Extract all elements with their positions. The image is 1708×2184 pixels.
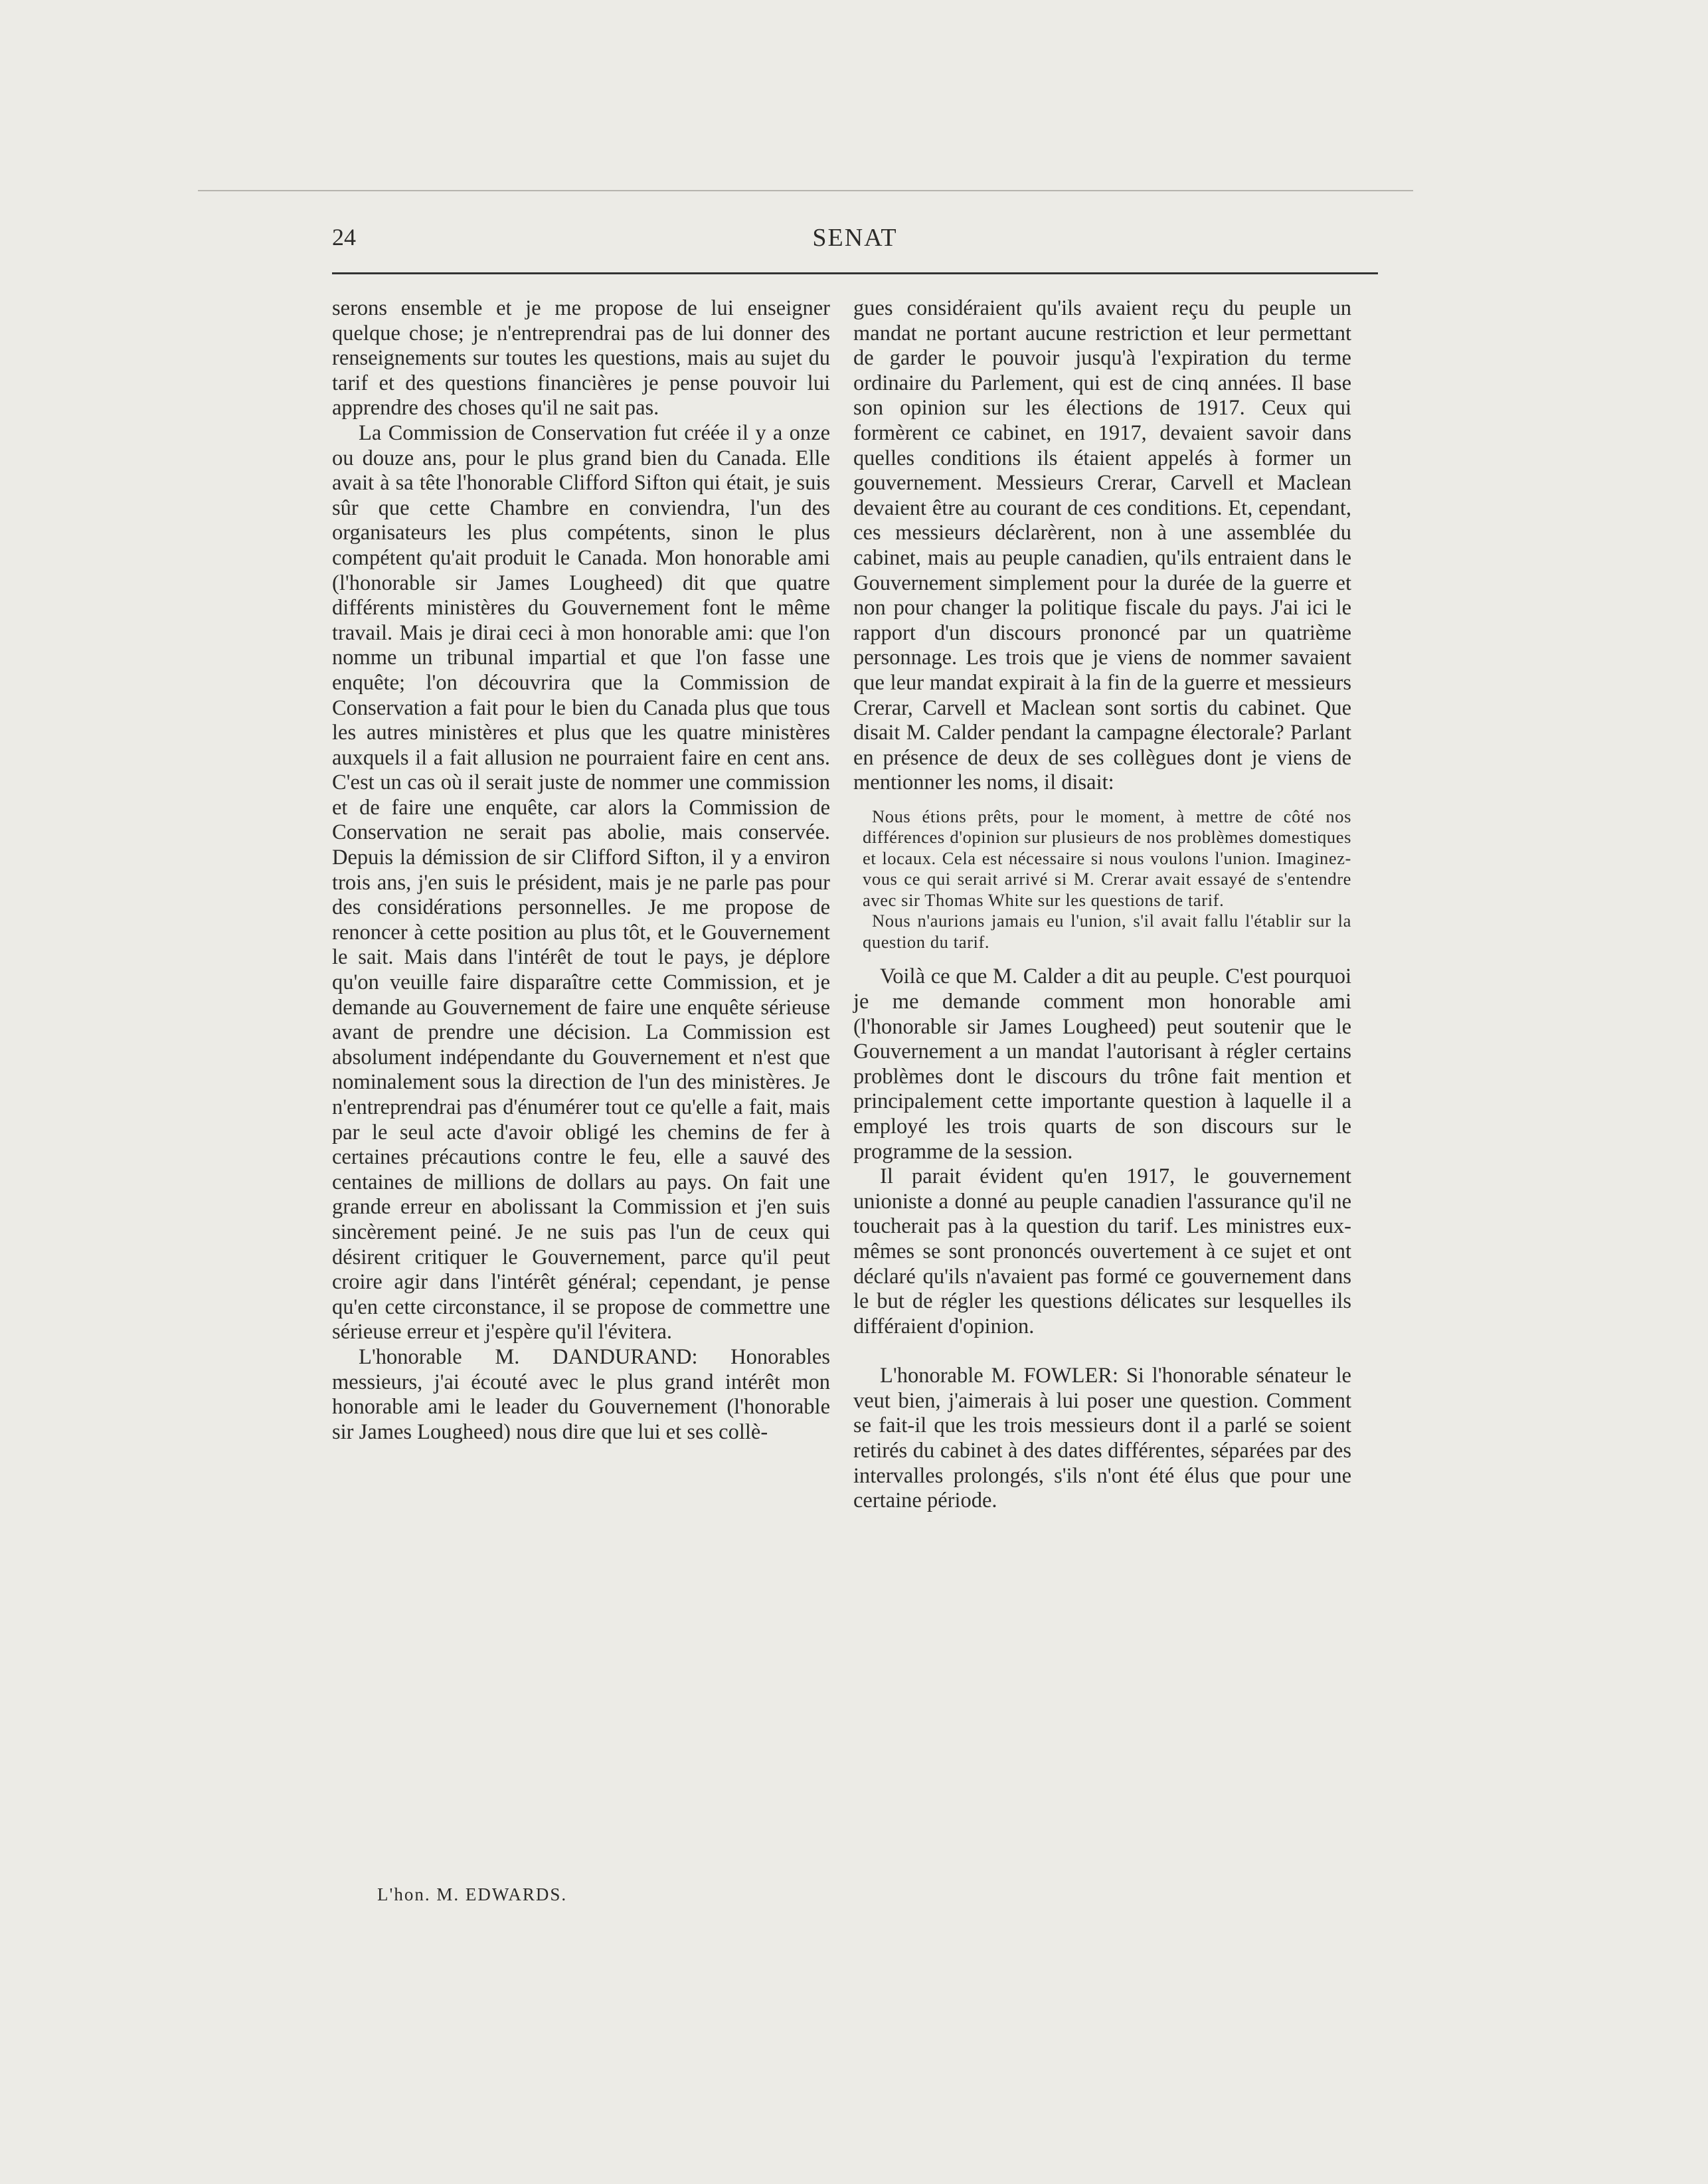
right-paragraph-4: L'honorable M. FOWLER: Si l'honorable sénateur le veut bien, j'aimerais à lui poser une question. Comment se fait-il que les trois messieurs dont il a parlé se soient retirés du cabinet à des dates différentes, séparées par des intervalles prolongés, s'ils n'ont été élus que pour une certaine période.: [853, 1364, 1351, 1513]
block-quote: [863, 806, 1351, 953]
right-paragraph-1: gues considéraient qu'ils avaient reçu du peuple un mandat ne portant aucune restriction et leur permettant de garder le pouvoir jusqu'à l'expiration du terme ordinaire du Parlement, qui est de cinq années. Il base son opinion sur les élections de 1917. Ceux qui formèrent ce cabinet, en 1917, devaient savoir dans quelles conditions ils étaient appelés à former un gouvernement. Messieurs Crerar, Carvell et Maclean devaient être au courant de ces conditions. Et, cependant, ces messieurs déclarèrent, non à une assemblée du cabinet, mais au peuple canadien, qu'ils entraient dans le Gouvernement simplement pour la durée de la guerre et non pour changer la politique fiscale du pays. J'ai ici le rapport d'un discours prononcé par un quatrième personnage. Les trois que je viens de nommer savaient que leur mandat expirait à la fin de la guerre et messieurs Crerar, Carvell et Maclean sont sortis du cabinet. Que disait M. Calder pendant la campagne électorale? Parlant en présence de deux de ses collègues dont je viens de mentionner les noms, il disait:: [853, 296, 1351, 795]
left-paragraph-2: La Commission de Conservation fut créée il y a onze ou douze ans, pour le plus grand bien du Canada. Elle avait à sa tête l'honorable Clifford Sifton qui était, je suis sûr que cette Chambre en conviendra, l'un des organisateurs les plus compétents, sinon le plus compétent qu'ait produit le Canada. Mon honorable ami (l'honorable sir James Lougheed) dit que quatre différents ministères du Gouvernement font le même travail. Mais je dirai ceci à mon honorable ami: que l'on nomme un tribunal impartial et que l'on fasse une enquête; l'on découvrira que la Commission de Conservation a fait pour le bien du Canada plus que tous les autres ministères et plus que les quatre ministères auxquels il a fait allusion ne pourraient faire en cent ans. C'est un cas où il serait juste de nommer une commission et de faire une enquête, car alors la Commission de Conservation ne serait pas abolie, mais conservée. Depuis la démission de sir Clifford Sifton, il y a environ trois ans, j'en suis le président, mais je ne parle pas pour des considérations personnelles. Je me propose de renoncer à cette position au plus tôt, et le Gouvernement le sait. Mais dans l'intérêt de tout le pays, je déplore qu'on veuille faire disparaître cette Commission, et je demande au Gouvernement de faire une enquête sérieuse avant de prendre une décision. La Commission est absolument indépendante du Gouvernement et n'est que nominalement sous la direction de l'un des ministères. Je n'entreprendrai pas d'énumérer tout ce qu'elle a fait, mais par le seul acte d'avoir obligé les chemins de fer à certaines précautions contre le feu, elle a sauvé des centaines de millions de dollars au pays. On fait une grande erreur en abolissant la Commission et j'en suis sincèrement peiné. Je ne suis pas l'un de ceux qui désirent critiquer le Gouvernement, parce qu'il peut croire agir dans l'intérêt général; cependant, je pense qu'en cette circonstance, il se propose de commettre une sérieuse erreur et j'espère qu'il l'évitera.: [332, 420, 830, 1344]
left-paragraph-1: serons ensemble et je me propose de lui enseigner quelque chose; je n'entreprendrai pas de lui donner des renseignements sur toutes les questions, mais au sujet du tarif et des questions financières je pense pouvoir lui apprendre des choses qu'il ne sait pas.: [332, 296, 830, 420]
page-header: [332, 223, 1378, 263]
right-paragraph-2: Voilà ce que M. Calder a dit au peuple. C'est pourquoi je me demande comment mon honorable ami (l'honorable sir James Lougheed) peut soutenir que le Gouvernement a un mandat l'autorisant à régler certains problèmes dont le discours du trône fait mention et principalement cette importante question à laquelle il a employé les trois quarts de son discours sur le programme de la session.: [853, 964, 1351, 1164]
top-rule: [198, 190, 1413, 191]
right-column: [853, 296, 1351, 1514]
quote-paragraph-2: Nous n'aurions jamais eu l'union, s'il avait fallu l'établir sur la question du tarif.: [863, 911, 1351, 952]
speaker-footer-note: L'hon. M. EDWARDS.: [377, 1884, 568, 1904]
quote-paragraph-1: Nous étions prêts, pour le moment, à mettre de côté nos différences d'opinion sur plusieurs de nos problèmes domestiques et locaux. Cela est nécessaire si nous voulons l'union. Imaginez-vous ce qui serait arrivé si M. Crerar avait essayé de s'entendre avec sir Thomas White sur les questions de tarif.: [863, 806, 1351, 910]
header-rule: [332, 272, 1378, 274]
left-column: [332, 296, 830, 1445]
right-paragraph-3: Il parait évident qu'en 1917, le gouvernement unioniste a donné au peuple canadien l'assurance qu'il ne toucherait pas à la question du tarif. Les ministres eux-mêmes se sont prononcés ouvertement à ce sujet et ont déclaré qu'ils n'avaient pas formé ce gouvernement dans le but de régler les questions délicates sur lesquelles ils différaient d'opinion.: [853, 1164, 1351, 1338]
running-title: SENAT: [812, 224, 898, 252]
left-paragraph-3: L'honorable M. DANDURAND: Honorables messieurs, j'ai écouté avec le plus grand intérêt mon honorable ami le leader du Gouvernement (l'honorable sir James Lougheed) nous dire que lui et ses collè-: [332, 1344, 830, 1444]
page-number: 24: [332, 224, 356, 250]
